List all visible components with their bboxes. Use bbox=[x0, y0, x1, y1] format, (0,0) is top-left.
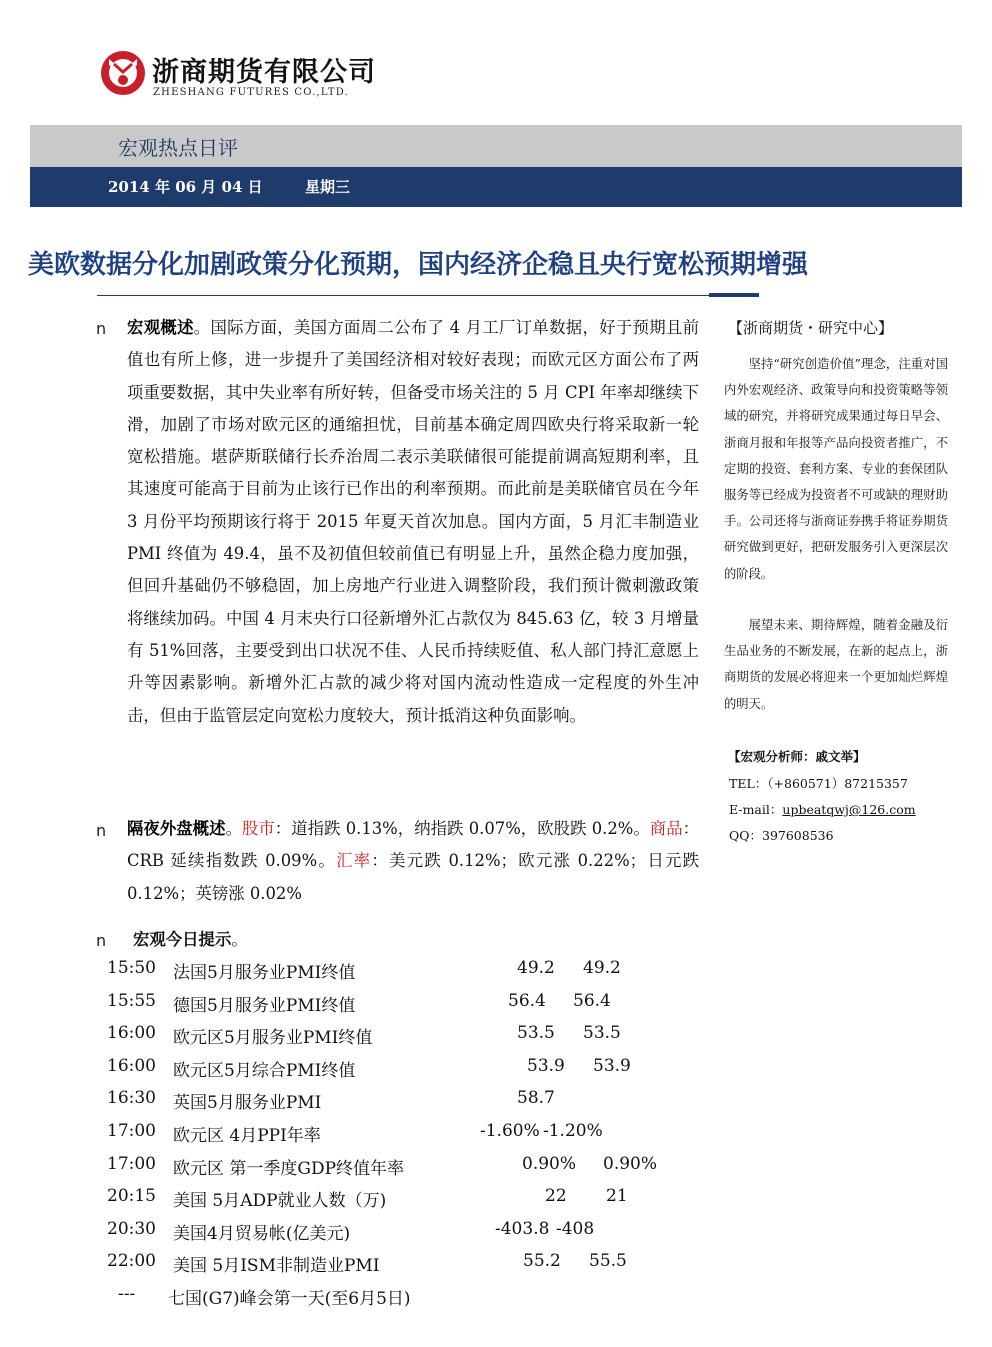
calendar-event: 英国5月服务业PMI bbox=[173, 1093, 322, 1114]
calendar-event: 美国4月贸易帐(亿美元) bbox=[173, 1223, 351, 1244]
headline-divider bbox=[97, 295, 709, 296]
calendar-event: 法国5月服务业PMI终值 bbox=[173, 963, 356, 983]
calendar-row bbox=[0, 1121, 700, 1154]
calendar-value-a: 53.5 bbox=[517, 1023, 555, 1044]
calendar-event: 美国 5月ADP就业人数（万) bbox=[173, 1191, 387, 1212]
calendar-value-b: -1.20% bbox=[543, 1121, 603, 1141]
analyst-qq: QQ：397608536 bbox=[729, 828, 834, 843]
calendar-event: 美国 5月ISM非制造业PMI bbox=[173, 1256, 380, 1277]
today-tips-heading: 宏观今日提示。 bbox=[133, 930, 248, 949]
calendar-event: 欧元区 第一季度GDP终值年率 bbox=[173, 1158, 405, 1179]
calendar-value-b: 53.9 bbox=[593, 1055, 631, 1076]
company-name-en: ZHESHANG FUTURES CO.,LTD. bbox=[153, 87, 349, 98]
calendar-value-a: 56.4 bbox=[508, 990, 546, 1011]
calendar-row bbox=[0, 958, 700, 991]
stocks-text: ：道指跌 0.13%，纳指跌 0.07%，欧股跌 0.2%。 bbox=[274, 819, 650, 838]
report-weekday: 星期三 bbox=[305, 178, 351, 196]
calendar-event: 欧元区 4月PPI年率 bbox=[173, 1126, 321, 1146]
calendar-time: 20:15 bbox=[107, 1186, 156, 1207]
calendar-row bbox=[0, 1186, 700, 1219]
calendar-time: 20:30 bbox=[107, 1218, 156, 1239]
analyst-name: 【宏观分析师：戚文举】 bbox=[728, 749, 866, 764]
calendar-event: 欧元区5月服务业PMI终值 bbox=[173, 1028, 373, 1049]
calendar-value-b: 0.90% bbox=[603, 1153, 658, 1174]
headline-divider-accent bbox=[709, 293, 759, 297]
commodities-text: ：CRB 延续指数跌 0.09%。 bbox=[127, 819, 700, 871]
bullet-marker: n bbox=[96, 319, 107, 338]
calendar-row bbox=[0, 1154, 700, 1187]
macro-overview-label: 宏观概述 bbox=[127, 318, 194, 337]
calendar-value-a: 58.7 bbox=[517, 1088, 555, 1109]
calendar-row bbox=[0, 991, 700, 1024]
calendar-time: --- bbox=[118, 1284, 136, 1304]
analyst-email-row: E-mail：upbeatqwj@126.com bbox=[729, 802, 916, 817]
calendar-time: 17:00 bbox=[107, 1121, 156, 1141]
company-logo-icon bbox=[100, 50, 146, 96]
calendar-value-a: 53.9 bbox=[527, 1055, 565, 1076]
analyst-phone: TEL：（+860571）87215357 bbox=[729, 776, 908, 791]
calendar-time: 15:55 bbox=[107, 990, 156, 1011]
calendar-row bbox=[0, 1023, 700, 1056]
commodities-label: 商品 bbox=[649, 819, 683, 838]
calendar-value-a: 0.90% bbox=[522, 1153, 577, 1174]
calendar-time: 15:50 bbox=[107, 958, 156, 978]
macro-overview-paragraph bbox=[127, 312, 699, 732]
calendar-time: 22:00 bbox=[107, 1251, 156, 1272]
bullet-marker: n bbox=[96, 931, 107, 950]
calendar-value-b: 56.4 bbox=[573, 990, 611, 1011]
calendar-row bbox=[0, 1219, 700, 1252]
report-date: 2014 年 06 月 04 日 bbox=[108, 178, 263, 196]
headline: 美欧数据分化加剧政策分化预期，国内经济企稳且央行宽松预期增强 bbox=[28, 250, 809, 280]
calendar-row bbox=[0, 1056, 700, 1089]
macro-overview-text: 。国际方面，美国方面周二公布了 4 月工厂订单数据，好于预期且前值也有所上修，进一步提升了美国经济相对较好表现；而欧元区方面公布了两项重要数据，其中失业率有所好转，但备受市场关注的 5 月 CPI 年率却继续下滑，加剧了市场对欧元区的通缩担忧，目前基本确定周四欧央行将采取新一轮宽松措施。堪萨斯联储行长乔治周二表示美联储很可能提前调高短期利率，且其速度可能高于目前为止该行已作出的利率预期。而此前是美联储官员在今年 3 月份平均预期该行将于 2015 年夏天首次加息。国内方面，5 月汇丰制造业 PMI 终值为 49.4，虽不及初值但较前值已有明显上升，虽然企稳力度加强，但回升基础仍不够稳固，加上房地产行业进入调整阶段，我们预计微刺激政策将继续加码。中国 4 月末央行口径新增外汇占款仅为 845.63 亿，较 3 月增量有 51%回落，主要受到出口状况不佳、人民币持续贬值、私人部门持汇意愿上升等因素影响。新增外汇占款的减少将对国内流动性造成一定程度的外生冲击，但由于监管层定向宽松力度较大，预计抵消这种负面影响。 bbox=[127, 318, 700, 725]
sidebar-outlook-paragraph: 展望未来、期待辉煌，随着金融及衍生品业务的不断发展，在新的起点上，浙商期货的发展必将迎来一个更加灿烂辉煌的明天。 bbox=[724, 618, 948, 711]
calendar-event: 七国(G7)峰会第一天(至6月5日) bbox=[168, 1289, 411, 1309]
calendar-time: 17:00 bbox=[107, 1153, 156, 1174]
calendar-time: 16:00 bbox=[107, 1023, 156, 1044]
calendar-value-a: 22 bbox=[545, 1186, 567, 1207]
company-name-cn: 浙商期货有限公司 bbox=[152, 57, 376, 88]
overnight-overview-paragraph: 隔夜外盘概述。股市：道指跌 0.13%，纳指跌 0.07%，欧股跌 0.2%。商品：CRB 延续指数跌 0.09%。汇率：美元跌 0.12%；欧元涨 0.22%；日元跌 0.12%；英镑涨 0.02% bbox=[127, 819, 700, 903]
calendar-value-a: -403.8 bbox=[495, 1218, 550, 1239]
calendar-event: 欧元区5月综合PMI终值 bbox=[173, 1060, 356, 1081]
calendar-row bbox=[0, 1251, 700, 1284]
calendar-value-b: -408 bbox=[556, 1218, 595, 1239]
calendar-time: 16:30 bbox=[107, 1088, 156, 1109]
bullet-marker: n bbox=[96, 821, 107, 840]
calendar-value-b: 21 bbox=[606, 1186, 628, 1207]
calendar-value-b: 53.5 bbox=[583, 1023, 621, 1044]
today-tips-label: 宏观今日提示 bbox=[133, 930, 232, 949]
calendar-value-a: 55.2 bbox=[523, 1251, 561, 1272]
analyst-email-link[interactable]: upbeatqwj@126.com bbox=[782, 802, 916, 817]
stocks-label: 股市 bbox=[241, 819, 275, 838]
fx-label: 汇率 bbox=[336, 851, 372, 871]
calendar-value-b: 49.2 bbox=[583, 958, 621, 978]
sidebar-title: 【浙商期货・研究中心】 bbox=[728, 319, 894, 337]
calendar-row bbox=[0, 1088, 700, 1121]
report-type-title: 宏观热点日评 bbox=[118, 136, 238, 160]
calendar-value-a: -1.60% bbox=[480, 1121, 540, 1141]
sidebar-intro-paragraph: 坚持“研究创造价值”理念，注重对国内外宏观经济、政策导向和投资策略等领域的研究，并将研究成果通过每日早会、浙商月报和年报等产品向投资者推广，不定期的投资、套利方案、专业的套保团队服务等已经成为投资者不可或缺的理财助手。公司还将与浙商证券携手将证券期货研究做到更好，把研发服务引入更深层次的阶段。 bbox=[724, 357, 948, 581]
fx-text: ：美元跌 0.12%；欧元涨 0.22%；日元跌 0.12%；英镑涨 0.02% bbox=[127, 851, 700, 903]
overnight-overview-label: 隔夜外盘概述 bbox=[127, 819, 226, 838]
calendar-value-a: 49.2 bbox=[517, 958, 555, 978]
calendar-time: 16:00 bbox=[107, 1055, 156, 1076]
calendar-value-b: 55.5 bbox=[589, 1251, 627, 1272]
calendar-row bbox=[0, 1284, 700, 1317]
calendar-event: 德国5月服务业PMI终值 bbox=[173, 995, 356, 1016]
